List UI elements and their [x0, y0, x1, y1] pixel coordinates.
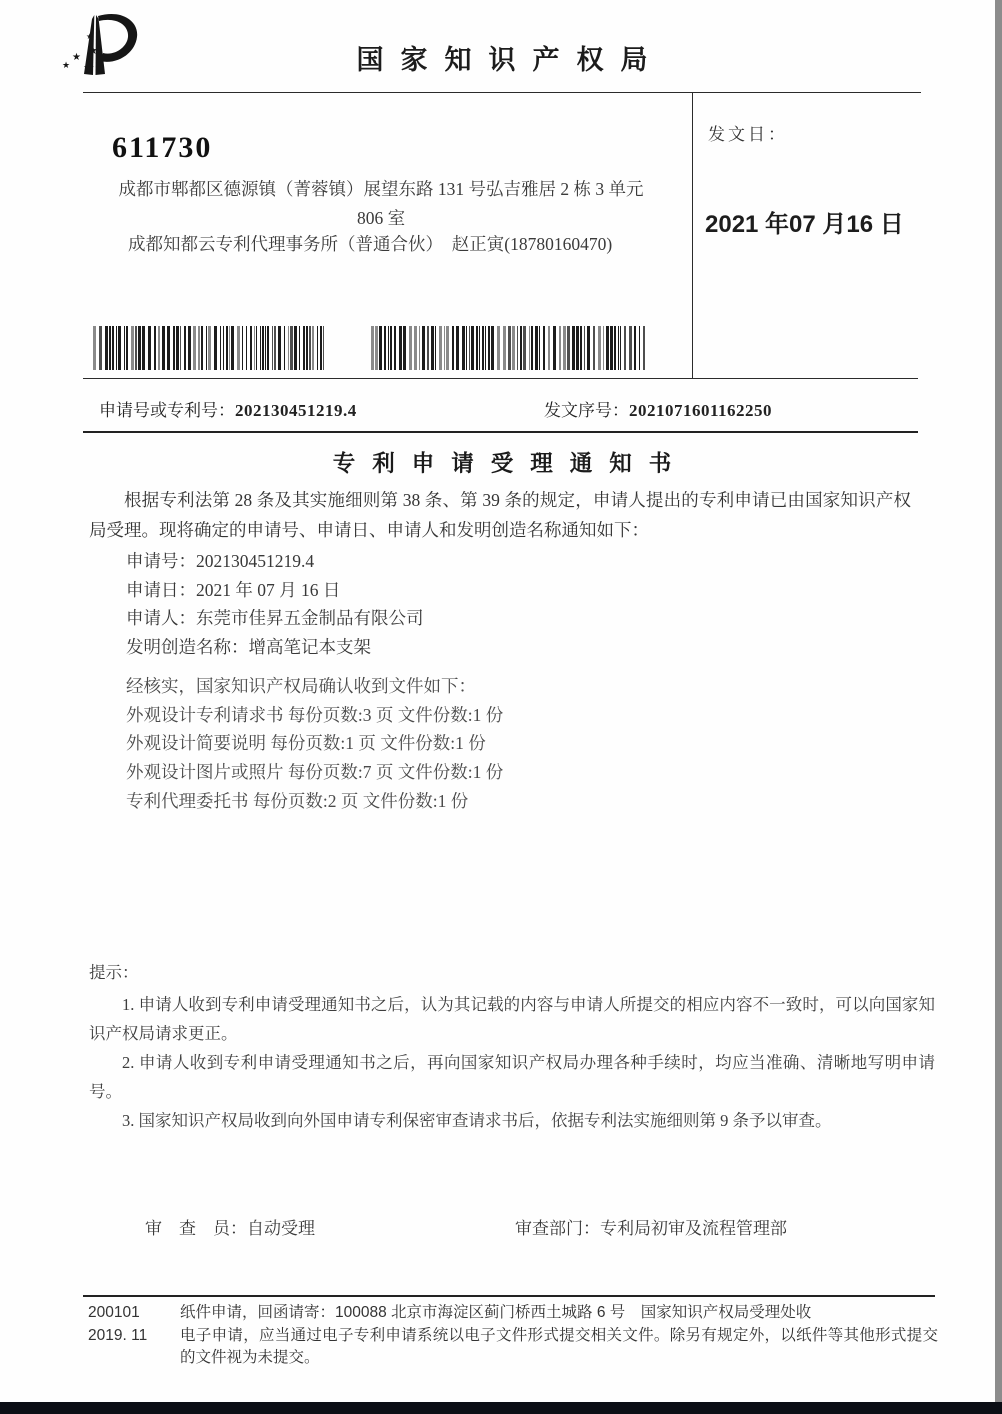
footer-code: 200101	[88, 1304, 140, 1321]
examiner-label: 审 查 员：	[145, 1219, 247, 1238]
agency-title: 国家知识产权局	[356, 45, 665, 75]
recipient-postcode: 611730	[112, 131, 213, 164]
barcode-left	[93, 326, 326, 370]
svg-text:★: ★	[86, 32, 94, 41]
field-application-number: 申请号：202130451219.4	[126, 551, 315, 571]
received-file: 外观设计专利请求书 每份页数:3 页 文件份数:1 份	[126, 704, 504, 725]
received-file: 专利代理委托书 每份页数:2 页 文件份数:1 份	[126, 790, 469, 811]
department-row	[515, 1214, 787, 1239]
application-number-value: 202130451219.4	[235, 401, 357, 420]
scan-edge-bottom	[0, 1402, 1002, 1414]
footer-form-codes	[88, 1302, 147, 1347]
svg-text:★: ★	[62, 61, 71, 71]
tips-section	[89, 958, 935, 1135]
received-file: 外观设计图片或照片 每份页数:7 页 文件份数:1 份	[126, 762, 504, 783]
received-documents	[126, 672, 503, 816]
examiner-value: 自动受理	[247, 1219, 315, 1238]
tip-item: 1. 申请人收到专利申请受理通知书之后，认为其记载的内容与申请人所提交的相应内容不一致时，可以向国家知识产权局请求更正。	[89, 995, 935, 1043]
title-divider	[83, 431, 918, 433]
svg-text:★: ★	[72, 52, 81, 63]
footer-line-electronic: 电子申请，应当通过电子专利申请系统以电子文件形式提交相关文件。除另有规定外，以纸件等其他形式提交的文件视为未提交。	[180, 1326, 938, 1366]
tips-heading: 提示：	[89, 963, 139, 982]
tip-item: 2. 申请人收到专利申请受理通知书之后，再向国家知识产权局办理各种手续时，均应当准确、清晰地写明申请号。	[89, 1053, 935, 1101]
dispatch-number-label: 发文序号：	[544, 401, 629, 420]
application-fields	[126, 547, 424, 662]
barcode-divider	[83, 378, 918, 379]
dispatch-date-value: 2021 年07 月16 日	[705, 211, 904, 238]
field-invention-title: 发明创造名称：增高笔记本支架	[126, 637, 371, 658]
address-line-1: 成都市郫都区德源镇（菁蓉镇）展望东路 131 号弘吉雅居 2 栋 3 单元	[118, 179, 644, 199]
notice-intro: 根据专利法第 28 条及其实施细则第 38 条、第 39 条的规定，申请人提出的专利申请已由国家知识产权局受理。现将确定的申请号、申请日、申请人和发明创造名称通知如下：	[89, 490, 911, 540]
field-applicant: 申请人：东莞市佳昇五金制品有限公司	[126, 608, 424, 629]
footer-instructions	[180, 1302, 938, 1370]
svg-text:★: ★	[88, 44, 98, 57]
department-value: 专利局初审及流程管理部	[600, 1219, 787, 1238]
field-application-date: 申请日：2021 年 07 月 16 日	[126, 579, 341, 600]
footer-code: 2019. 11	[88, 1326, 148, 1344]
department-label: 审查部门：	[515, 1219, 600, 1238]
recipient-address	[102, 175, 660, 233]
received-intro: 经核实，国家知识产权局确认收到文件如下：	[126, 676, 476, 696]
barcode-right	[371, 326, 648, 370]
received-file: 外观设计简要说明 每份页数:1 页 文件份数:1 份	[126, 733, 486, 754]
tip-item: 3. 国家知识产权局收到向外国申请专利保密审查请求书后，依据专利法实施细则第 9 条予以审查。	[122, 1111, 832, 1130]
dispatch-date-box	[692, 92, 921, 378]
application-number-row	[99, 396, 357, 421]
examiner-row	[145, 1214, 315, 1239]
address-line-2: 806 室	[356, 208, 406, 228]
agent-info-line: 成都知都云专利代理事务所（普通合伙） 赵正寅(18780160470)	[128, 234, 613, 254]
svg-text:★: ★	[83, 61, 95, 76]
notice-title: 专利申请受理通知书	[332, 451, 689, 476]
dispatch-date-label: 发文日：	[708, 125, 788, 144]
footer-divider	[83, 1295, 935, 1297]
dispatch-number-row	[544, 396, 772, 421]
footer-line-paper: 纸件申请，回函请寄：100088 北京市海淀区蓟门桥西土城路 6 号 国家知识产权局受理处收	[180, 1304, 812, 1321]
application-number-label: 申请号或专利号：	[99, 401, 235, 420]
scan-edge-right	[995, 0, 1002, 1414]
dispatch-number-value: 2021071601162250	[629, 401, 773, 420]
